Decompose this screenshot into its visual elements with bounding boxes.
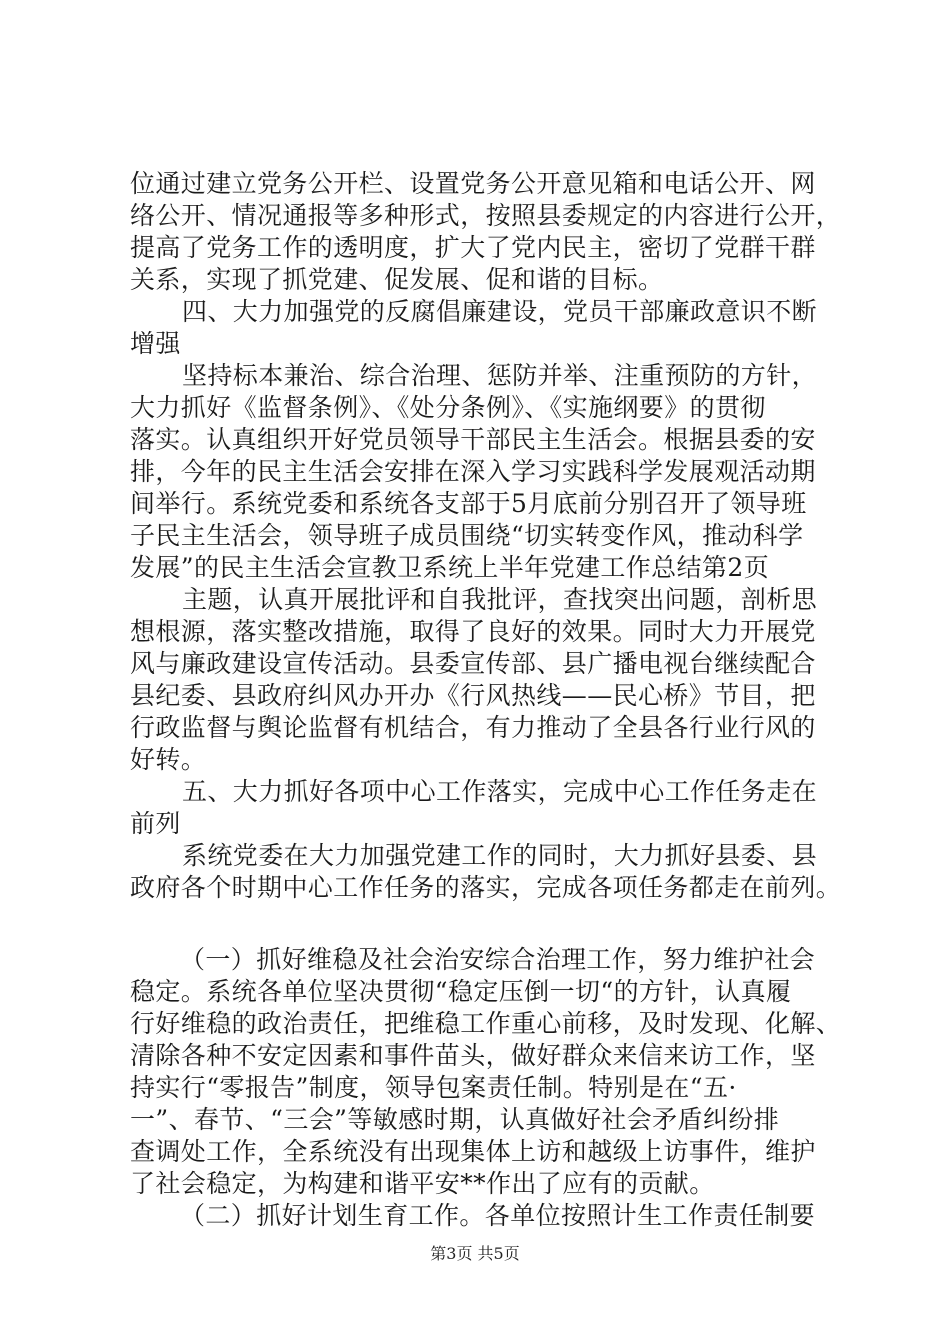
text-line: 一”、春节、“三会”等敏感时期，认真做好社会矛盾纠纷排	[130, 1105, 780, 1134]
paragraph-start: 系统党委在大力加强党建工作的同时，大力抓好县委、县	[182, 841, 818, 870]
text-line: 排，今年的民主生活会安排在深入学习实践科学发展观活动期	[130, 457, 816, 486]
text-line: 了社会稳定，为构建和谐平安**作出了应有的贡献。	[130, 1169, 715, 1198]
subsection-start: （二）抓好计划生育工作。各单位按照计生工作责任制要	[180, 1201, 816, 1230]
page-footer: 第3页 共5页	[430, 1244, 520, 1263]
text-line: 络公开、情况通报等多种形式，按照县委规定的内容进行公开，	[130, 201, 842, 230]
paragraph-gap	[130, 904, 850, 944]
text-line: 大力抓好《监督条例》、《处分条例》、《实施纲要》的贯彻	[130, 393, 766, 422]
text-line: 查调处工作，全系统没有出现集体上访和越级上访事件，维护	[130, 1137, 816, 1166]
text-line: 风与廉政建设宣传活动。县委宣传部、县广播电视台继续配合	[130, 649, 816, 678]
text-line: 县纪委、县政府纠风办开办《行风热线——民心桥》节目，把	[130, 681, 816, 710]
text-line: 发展”的民主生活会宣教卫系统上半年党建工作总结第2页	[130, 553, 770, 582]
text-line: 间举行。系统党委和系统各支部于5月底前分别召开了领导班	[130, 489, 807, 518]
section-heading-continued: 增强	[130, 329, 181, 358]
text-line: 稳定。系统各单位坚决贯彻“稳定压倒一切“的方针，认真履	[130, 977, 792, 1006]
text-line: 子民主生活会，领导班子成员围绕“切实转变作风，推动科学	[130, 521, 804, 550]
paragraph-start: 坚持标本兼治、综合治理、惩防并举、注重预防的方针，	[182, 361, 818, 390]
text-line: 提高了党务工作的透明度，扩大了党内民主，密切了党群干群	[130, 233, 816, 262]
text-line: 清除各种不安定因素和事件苗头，做好群众来信来访工作，坚	[130, 1041, 816, 1070]
text-line: 行政监督与舆论监督有机结合，有力推动了全县各行业行风的	[130, 713, 816, 742]
text-line: 位通过建立党务公开栏、设置党务公开意见箱和电话公开、网	[130, 169, 816, 198]
subsection-start: （一）抓好维稳及社会治安综合治理工作，努力维护社会	[180, 945, 816, 974]
paragraph-start: 主题，认真开展批评和自我批评，查找突出问题，剖析思	[182, 585, 818, 614]
text-line: 持实行“零报告”制度，领导包案责任制。特别是在“五·	[130, 1073, 737, 1102]
text-line: 关系，实现了抓党建、促发展、促和谐的目标。	[130, 265, 664, 294]
text-line: 行好维稳的政治责任，把维稳工作重心前移，及时发现、化解、	[130, 1009, 842, 1038]
text-line: 政府各个时期中心工作任务的落实，完成各项任务都走在前列。	[130, 873, 842, 902]
section-heading: 四、大力加强党的反腐倡廉建设，党员干部廉政意识不断	[182, 297, 818, 326]
text-line: 落实。认真组织开好党员领导干部民主生活会。根据县委的安	[130, 425, 816, 454]
document-body	[130, 168, 850, 1232]
text-line: 想根源，落实整改措施，取得了良好的效果。同时大力开展党	[130, 617, 816, 646]
section-heading-continued: 前列	[130, 809, 181, 838]
section-heading: 五、大力抓好各项中心工作落实，完成中心工作任务走在	[182, 777, 818, 806]
text-line: 好转。	[130, 745, 207, 774]
